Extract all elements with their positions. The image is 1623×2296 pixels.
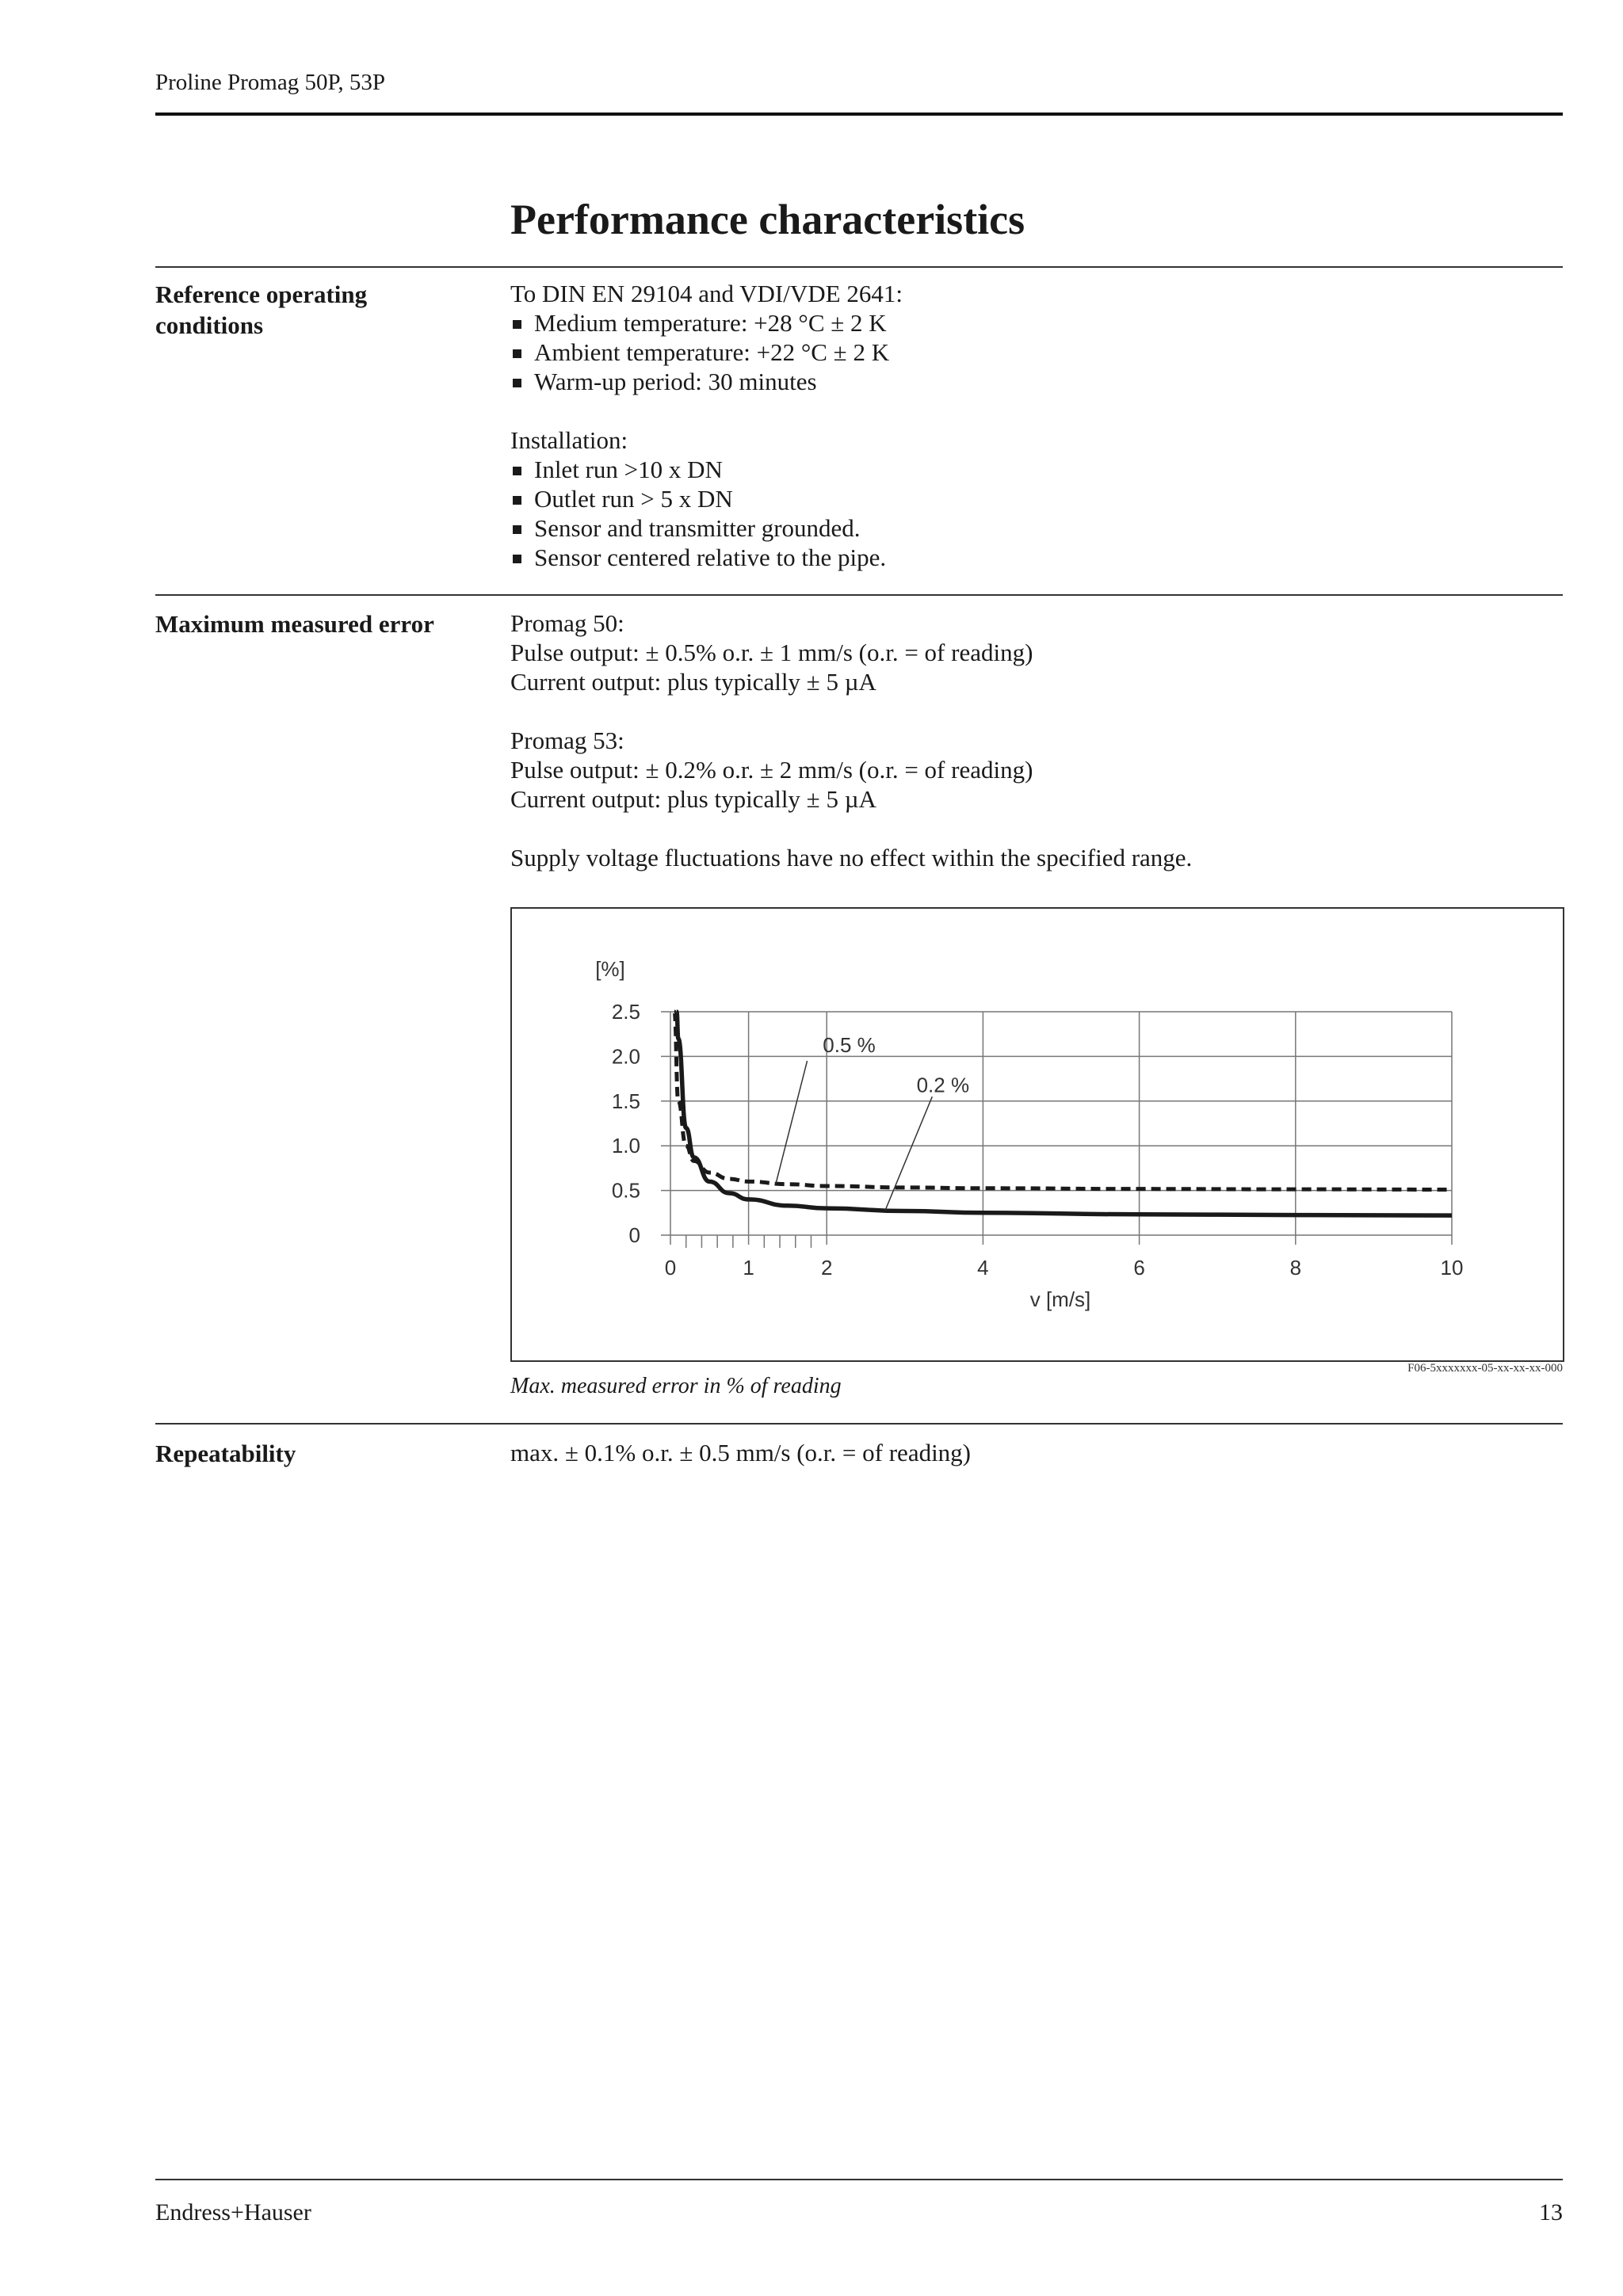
- reference-body: [510, 279, 1564, 572]
- y-tick-label: 0: [628, 1223, 640, 1247]
- x-tick-label: 0: [664, 1256, 677, 1280]
- promag53-pulse: Pulse output: ± 0.2% o.r. ± 2 mm/s (o.r. = of reading): [510, 756, 1033, 784]
- reference-list: [510, 308, 1564, 396]
- error-chart: [512, 909, 1563, 1360]
- y-tick-label: 2.5: [611, 1000, 640, 1024]
- installation-list: [510, 455, 1564, 572]
- list-item: Medium temperature: +28 °C ± 2 K: [510, 308, 1564, 338]
- x-tick-label: 8: [1289, 1256, 1302, 1280]
- repeatability-value: max. ± 0.1% o.r. ± 0.5 mm/s (o.r. = of reading): [510, 1439, 972, 1466]
- page-number: 13: [1539, 2199, 1563, 2225]
- list-item: Outlet run > 5 x DN: [510, 484, 1564, 513]
- x-tick-label: 10: [1440, 1256, 1464, 1280]
- y-tick-label: 1.5: [611, 1089, 640, 1113]
- y-tick-label: 1.0: [611, 1134, 640, 1158]
- header-rule: [155, 113, 1563, 116]
- figure-id: F06-5xxxxxxx-05-xx-xx-xx-000: [1407, 1362, 1563, 1375]
- figure-caption: Max. measured error in % of reading: [510, 1374, 842, 1398]
- list-item: Inlet run >10 x DN: [510, 455, 1564, 484]
- page-title: Performance characteristics: [510, 196, 1025, 243]
- series-leader-line: [885, 1097, 932, 1210]
- reference-label: Reference operating conditions: [155, 280, 368, 339]
- list-item: Ambient temperature: +22 °C ± 2 K: [510, 338, 1564, 367]
- chart-series: [674, 1012, 1452, 1215]
- list-item: Sensor and transmitter grounded.: [510, 513, 1564, 543]
- supply-note: Supply voltage fluctuations have no effect within the specified range.: [510, 844, 1193, 871]
- installation-title: Installation:: [510, 426, 628, 454]
- repeatability-label: Repeatability: [155, 1440, 296, 1467]
- chart-grid: [661, 1012, 1452, 1245]
- x-tick-label: 6: [1133, 1256, 1145, 1280]
- x-tick-label: 2: [820, 1256, 833, 1280]
- x-tick-label: 1: [743, 1256, 754, 1280]
- y-axis-label: [%]: [595, 957, 625, 981]
- max-error-body: [510, 608, 1564, 872]
- section-divider: [155, 594, 1563, 596]
- reference-intro: To DIN EN 29104 and VDI/VDE 2641:: [510, 280, 903, 307]
- x-tick-label: 4: [977, 1256, 989, 1280]
- list-item: Warm-up period: 30 minutes: [510, 367, 1564, 396]
- section-divider: [155, 266, 1563, 268]
- promag53-current: Current output: plus typically ± 5 µA: [510, 785, 876, 813]
- promag50-current: Current output: plus typically ± 5 µA: [510, 668, 876, 696]
- list-item: Sensor centered relative to the pipe.: [510, 543, 1564, 572]
- y-tick-label: 0.5: [611, 1178, 640, 1203]
- series-leader-line: [776, 1061, 807, 1184]
- promag50-pulse: Pulse output: ± 0.5% o.r. ± 1 mm/s (o.r. = of reading): [510, 639, 1033, 666]
- max-error-label: Maximum measured error: [155, 610, 434, 638]
- section-divider: [155, 1423, 1563, 1425]
- series-label: 0.5 %: [823, 1032, 876, 1057]
- x-axis-label: v [m/s]: [1029, 1287, 1091, 1311]
- series-label: 0.2 %: [916, 1073, 970, 1097]
- chart-ticks: [612, 1000, 1464, 1280]
- error-chart-figure: [510, 907, 1564, 1362]
- y-tick-label: 2.0: [611, 1044, 640, 1069]
- footer-brand: Endress+Hauser: [155, 2199, 311, 2225]
- header-product: Proline Promag 50P, 53P: [155, 70, 386, 95]
- promag53-title: Promag 53:: [510, 727, 624, 754]
- footer-rule: [155, 2179, 1563, 2180]
- promag50-title: Promag 50:: [510, 609, 624, 637]
